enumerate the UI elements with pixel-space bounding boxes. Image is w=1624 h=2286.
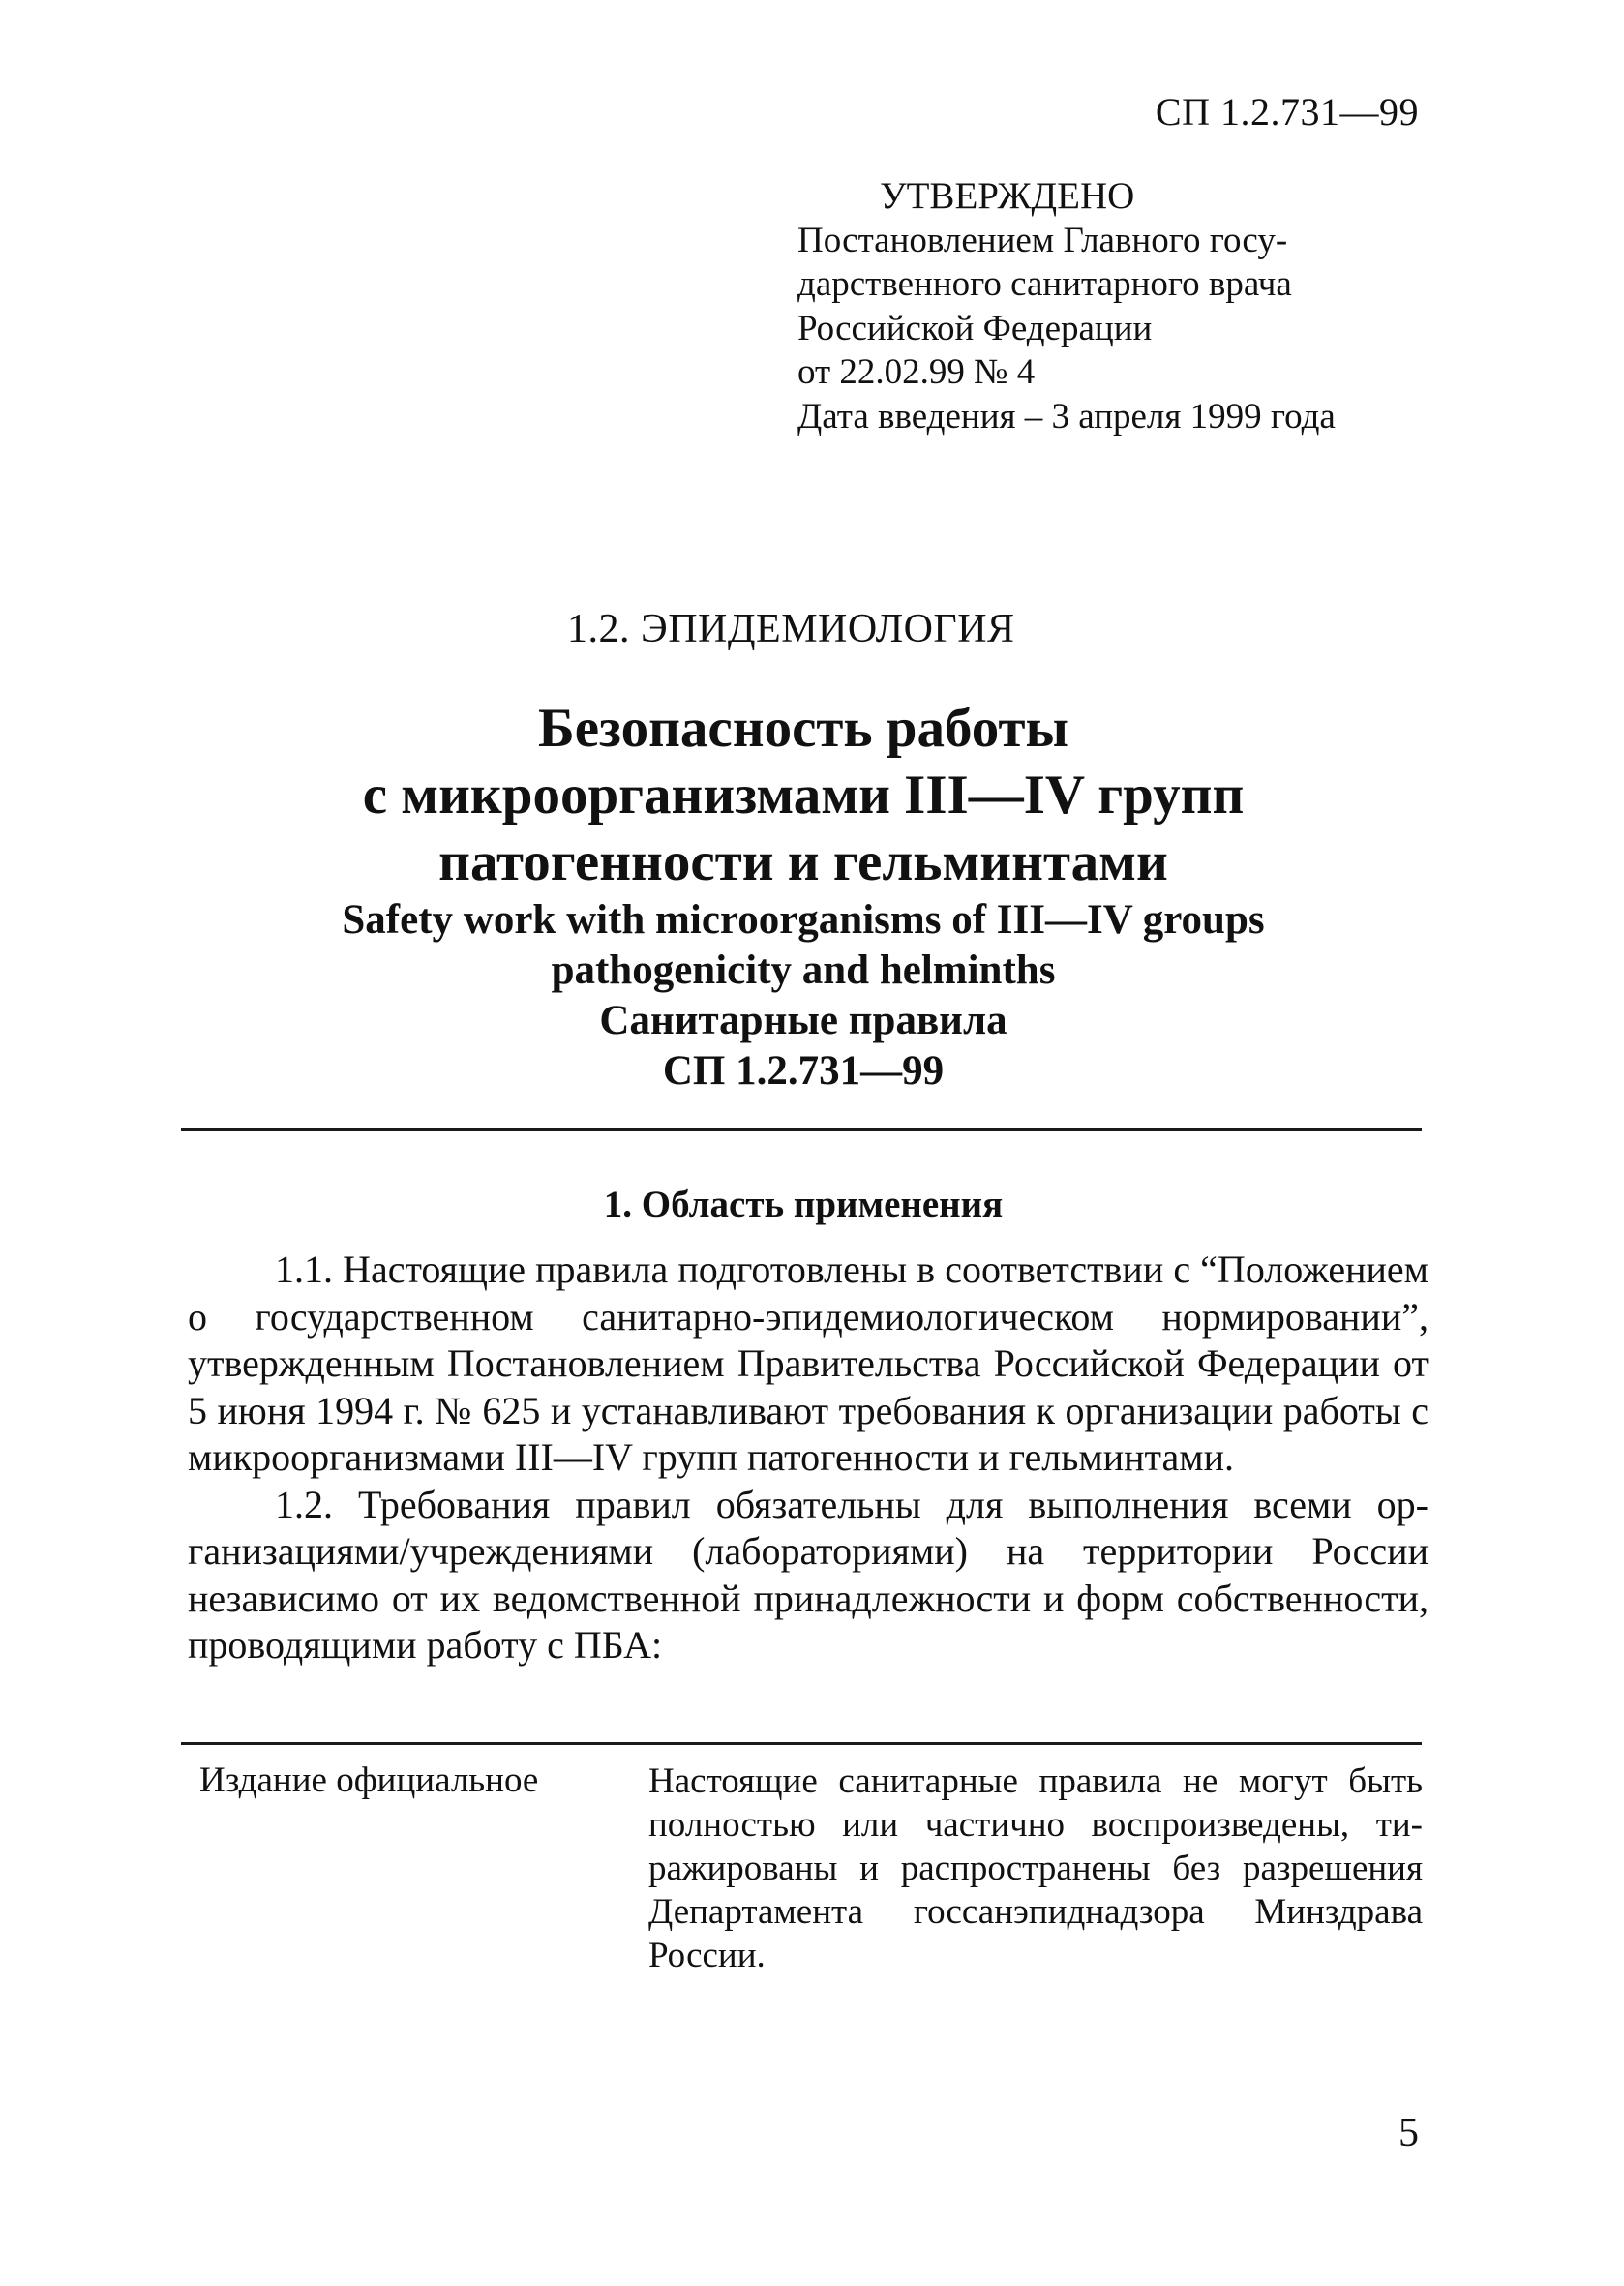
paragraph: 1.1. Настоящие правила подготовлены в соответствии с “Положением о государственном санитарно-эпидемиологическом нормировании”, утвержденным Постановлением Правительства Российской Федерации от 5 июня 1994 г. № 625 и устанавливают требования к организации работы с микроорганизмами III—IV групп патогенности и гельминтами. bbox=[188, 1248, 1429, 1479]
title-code: СП 1.2.731—99 bbox=[662, 1048, 945, 1094]
section-label: 1.2. ЭПИДЕМИОЛОГИЯ bbox=[567, 607, 1015, 651]
approval-heading: УТВЕРЖДЕНО bbox=[880, 175, 1135, 217]
copyright-notice: Настоящие санитарные правила не могут быть полностью или частично воспроизведены, тиражированы и распространены без разрешения Департамента госсанэпиднадзора Минздрава России. bbox=[648, 1761, 1423, 1975]
approval-line: Постановлением Главного госу- bbox=[797, 220, 1288, 260]
section-body bbox=[188, 1247, 1429, 1669]
paragraph: 1.2. Требования правил обязательны для выполнения всеми организациями/учреждениями (лабораториями) на территории России независимо от их ведомственной принадлежности и форм собственности, проводящими работу с ПБА: bbox=[188, 1482, 1429, 1667]
title-ru-line: Безопасность работы bbox=[538, 698, 1068, 759]
approval-line: Российской Федерации bbox=[797, 308, 1153, 348]
edition-label: Издание официальное bbox=[199, 1760, 539, 1800]
footer-divider-line bbox=[181, 1742, 1422, 1745]
title-en-line: pathogenicity and helminths bbox=[551, 947, 1056, 993]
title-ru-line: патогенности и гельминтами bbox=[438, 831, 1168, 892]
approval-line: Дата введения – 3 апреля 1999 года bbox=[797, 396, 1336, 436]
title-ru-line: с микроорганизмами III—IV групп bbox=[362, 765, 1245, 826]
document-title bbox=[174, 695, 1432, 1097]
title-rules-label: Санитарные правила bbox=[599, 998, 1007, 1043]
title-en-line: Safety work with microorganisms of III—IV groups bbox=[342, 897, 1265, 943]
approval-block bbox=[797, 174, 1336, 438]
document-code-header: СП 1.2.731—99 bbox=[1155, 90, 1419, 134]
section-heading: 1. Область применения bbox=[603, 1184, 1004, 1225]
approval-line: от 22.02.99 № 4 bbox=[797, 352, 1036, 392]
page-number: 5 bbox=[1398, 2111, 1419, 2155]
approval-line: дарственного санитарного врача bbox=[797, 264, 1292, 304]
divider-line bbox=[181, 1128, 1422, 1131]
